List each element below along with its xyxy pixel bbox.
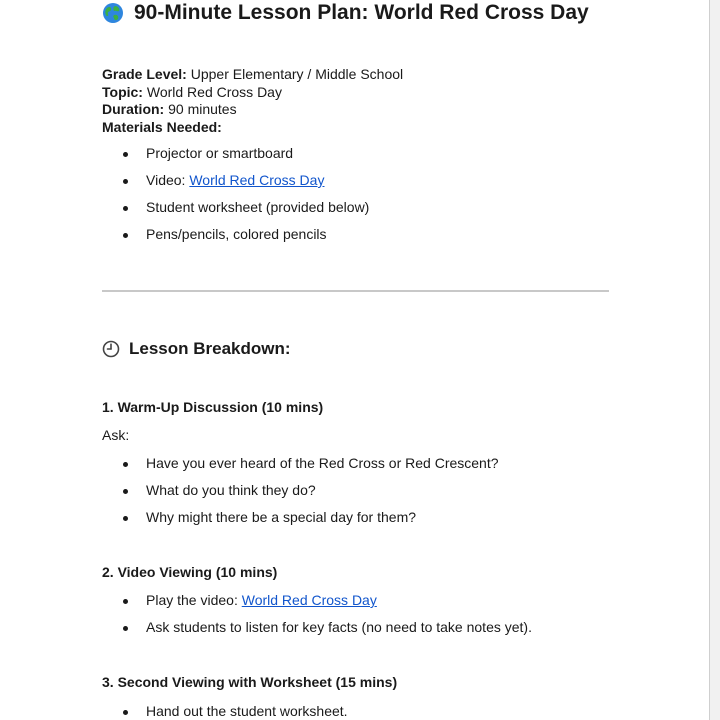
list-item-text: Video: — [146, 172, 190, 188]
warmup-list — [102, 455, 499, 536]
list-item: Projector or smartboard — [102, 145, 369, 162]
section-heading-text: Lesson Breakdown: — [129, 339, 291, 358]
second-viewing-list — [102, 703, 348, 720]
list-item: Have you ever heard of the Red Cross or Red Crescent? — [102, 455, 499, 472]
duration-value: 90 minutes — [168, 101, 237, 117]
list-item: Ask students to listen for key facts (no need to take notes yet). — [102, 619, 532, 636]
section-divider — [102, 290, 609, 292]
list-item-text: Play the video: — [146, 592, 242, 608]
page-title-text: 90-Minute Lesson Plan: World Red Cross Day — [134, 1, 589, 24]
globe-icon — [102, 2, 124, 24]
grade-level-label: Grade Level: — [102, 66, 187, 82]
page-title — [102, 1, 589, 25]
list-item — [102, 592, 532, 609]
materials-label: Materials Needed: — [102, 118, 222, 135]
lesson-meta — [102, 66, 403, 136]
section-heading-breakdown — [102, 339, 291, 359]
list-item: Why might there be a special day for them? — [102, 509, 499, 526]
duration-label: Duration: — [102, 101, 165, 117]
grade-level-value: Upper Elementary / Middle School — [190, 66, 404, 82]
warmup-heading: 1. Warm-Up Discussion (10 mins) — [102, 399, 324, 415]
video-heading: 2. Video Viewing (10 mins) — [102, 564, 278, 580]
second-viewing-heading: 3. Second Viewing with Worksheet (15 mins) — [102, 674, 398, 690]
materials-line — [102, 119, 403, 137]
warmup-intro: Ask: — [102, 427, 130, 443]
topic-line — [102, 84, 403, 102]
list-item: Pens/pencils, colored pencils — [102, 226, 369, 243]
scrollbar-track[interactable] — [709, 0, 720, 720]
video-link[interactable]: World Red Cross Day — [241, 592, 377, 608]
video-link[interactable]: World Red Cross Day — [189, 172, 325, 188]
list-item: What do you think they do? — [102, 482, 499, 499]
list-item — [102, 172, 369, 189]
duration-line — [102, 101, 403, 119]
list-item: Student worksheet (provided below) — [102, 199, 369, 216]
topic-value: World Red Cross Day — [146, 83, 282, 100]
topic-label: Topic: — [102, 83, 143, 100]
grade-level-line — [102, 66, 403, 84]
materials-list — [102, 145, 369, 253]
list-item: Hand out the student worksheet. — [102, 703, 348, 720]
clock-icon — [102, 340, 120, 358]
video-list — [102, 592, 532, 646]
